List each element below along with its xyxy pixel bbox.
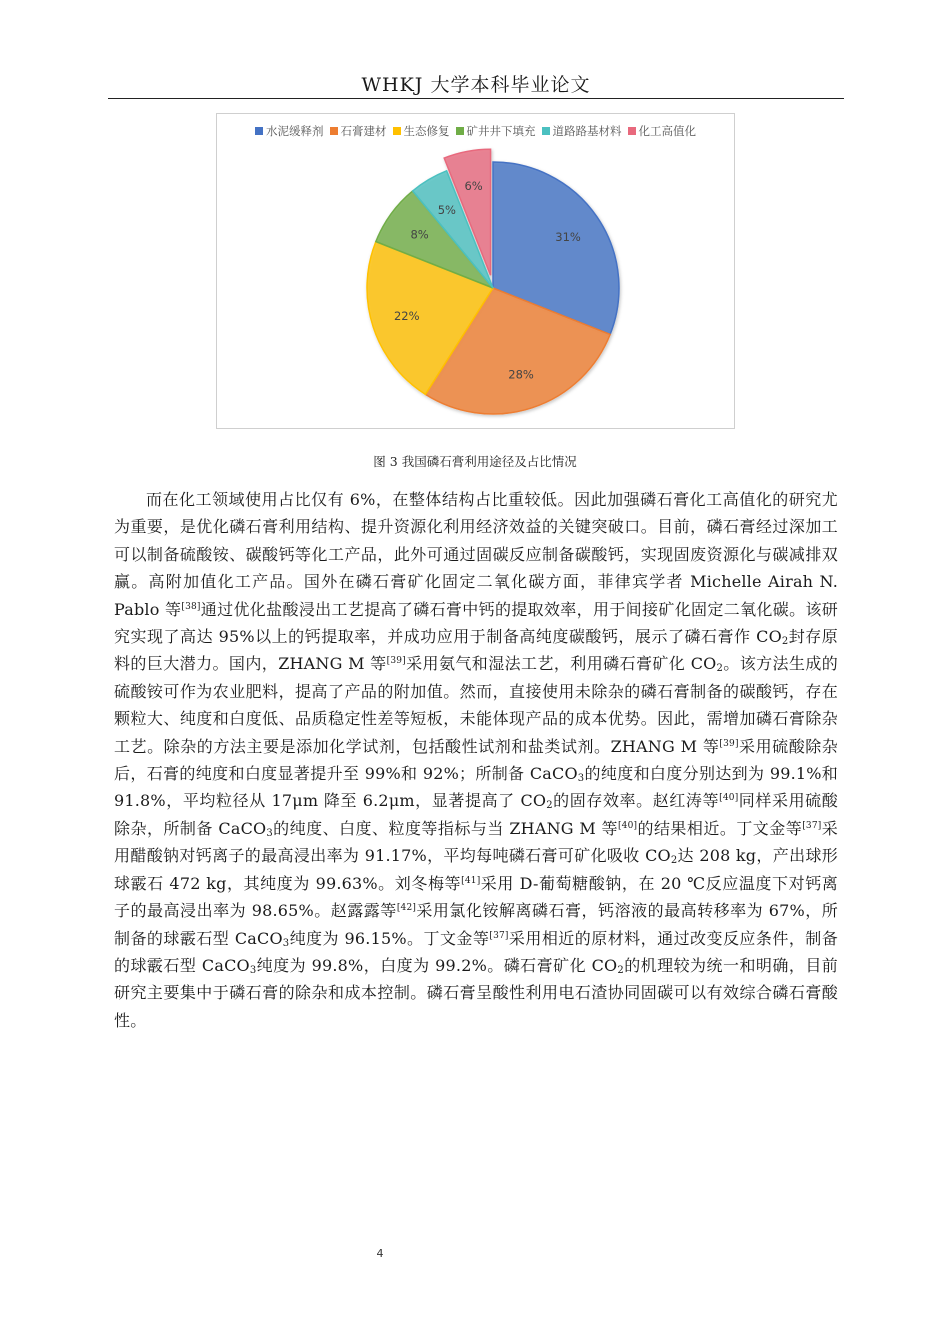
slice-label: 6% xyxy=(464,179,483,194)
text-run: 通过优化盐酸浸出工艺提高了磷石膏中钙的提取效率，用于间接矿化固定二氧化碳。该研究实现了高达 95%以上的钙提取率，并成功应用于制备高纯度碳酸钙，展示了磷石膏作 CO xyxy=(114,599,838,647)
slice-label: 5% xyxy=(437,202,456,217)
citation-ref: [37] xyxy=(489,930,509,941)
citation-ref: [40] xyxy=(719,793,739,804)
text-run: 的固存效率。赵红涛等 xyxy=(552,791,720,811)
text-run: 采用醋酸钠对钙离子的最高浸出率为 91.17%，平均每吨磷石膏可矿化吸收 CO xyxy=(114,818,838,866)
body-paragraph xyxy=(114,486,838,1034)
subscript: 3 xyxy=(282,937,290,949)
text-run: 纯度为 99.8%，白度为 99.2%。磷石膏矿化 CO xyxy=(256,955,618,975)
legend-label: 水泥缓释剂 xyxy=(266,124,324,138)
text-run: 采用氨气和湿法工艺，利用磷石膏矿化 CO xyxy=(405,654,717,674)
text-run: 采用氯化铵解离磷石膏，钙溶液的最高转移率为 67%，所制备的球霰石型 CaCO xyxy=(114,901,838,948)
text-run: 纯度为 96.15%。丁文金等 xyxy=(289,928,490,948)
text-run: 。该方法生成的硫酸铵可作为农业肥料，提高了产品的附加值。然而，直接使用未除杂的磷石膏制备的碳酸钙，存在颗粒大、纯度和白度低、品质稳定性差等短板，未能体现产品的成本优势。因此，需增加磷石膏除杂工艺。除杂的方法主要是添加化学试剂，包括酸性试剂和盐类试剂。ZHANG M 等 xyxy=(114,654,838,756)
legend-label: 化工高值化 xyxy=(638,124,696,138)
subscript: 2 xyxy=(716,663,724,675)
page-number: 4 xyxy=(376,1247,384,1260)
text-run: 采用 D-葡萄糖酸钠，在 20 ℃反应温度下对钙离子的最高浸出率为 98.65%。赵露露等 xyxy=(114,873,838,921)
text-run: 达 208 kg，产出球形球霰石 472 kg，其纯度为 99.63%。刘冬梅等 xyxy=(114,846,838,893)
slice-label: 22% xyxy=(393,309,420,324)
figure-caption: 图 3 我国磷石膏利用途径及占比情况 xyxy=(373,454,577,469)
legend-label: 生态修复 xyxy=(403,124,450,138)
text-run: 的结果相近。丁文金等 xyxy=(637,818,803,838)
subscript: 3 xyxy=(249,964,257,976)
text-run: 的机理较为统一和明确，目前研究主要集中于磷石膏的除杂和成本控制。磷石膏呈酸性利用电石渣协同固碳可以有效综合磷石膏酸性。 xyxy=(114,955,838,1030)
header-title: WHKJ 大学本科毕业论文 xyxy=(361,74,591,96)
citation-ref: [39] xyxy=(719,738,739,749)
text-run: 采用相近的原材料，通过改变反应条件，制备的球霰石型 CaCO xyxy=(114,928,838,975)
slice-label: 28% xyxy=(508,367,534,382)
pie-chart-figure xyxy=(216,113,735,429)
legend-label: 道路路基材料 xyxy=(552,124,622,138)
legend-label: 矿井井下填充 xyxy=(466,124,536,138)
subscript: 3 xyxy=(577,773,585,785)
citation-ref: [39] xyxy=(386,656,406,667)
text-run: 的纯度和白度分别达到为 99.1%和 91.8%，平均粒径从 17μm 降至 6.2μm，显著提高了 CO xyxy=(114,764,839,811)
page-header xyxy=(108,72,844,99)
citation-ref: [42] xyxy=(396,903,417,914)
text-run: 封存原料的巨大潜力。国内，ZHANG M 等 xyxy=(114,627,838,674)
pie-chart xyxy=(217,114,734,428)
subscript: 2 xyxy=(546,800,553,812)
text-run: 同样采用硫酸除杂，所制备 CaCO xyxy=(114,791,838,838)
legend-label: 石膏建材 xyxy=(340,124,387,138)
subscript: 2 xyxy=(781,636,789,648)
citation-ref: [38] xyxy=(181,601,201,612)
body-text xyxy=(114,486,838,1034)
slice-label: 31% xyxy=(555,230,581,245)
slice-label: 8% xyxy=(410,227,429,242)
text-run: 而在化工领域使用占比仅有 6%，在整体结构占比重较低。因此加强磷石膏化工高值化的研究尤为重要，是优化磷石膏利用结构、提升资源化利用经济效益的关键突破口。目前，磷石膏经过深加工可以制备硫酸铵、碳酸钙等化工产品，此外可通过固碳反应制备碳酸钙，实现固废资源化与碳减排双赢。高附加值化工产品。国外在磷石膏矿化固定二氧化碳方面，菲律宾学者 Michelle Airah N. Pablo 等 xyxy=(114,490,838,619)
text-run: 的纯度、白度、粒度等指标与当 ZHANG M 等 xyxy=(272,818,618,838)
citation-ref: [40] xyxy=(617,820,638,831)
subscript: 2 xyxy=(617,964,624,976)
text-run: 采用硫酸除杂后，石膏的纯度和白度显著提升至 99%和 92%；所制备 CaCO xyxy=(114,736,839,784)
subscript: 2 xyxy=(670,855,678,867)
citation-ref: [37] xyxy=(802,820,822,831)
subscript: 3 xyxy=(266,827,273,839)
citation-ref: [41] xyxy=(461,875,481,886)
